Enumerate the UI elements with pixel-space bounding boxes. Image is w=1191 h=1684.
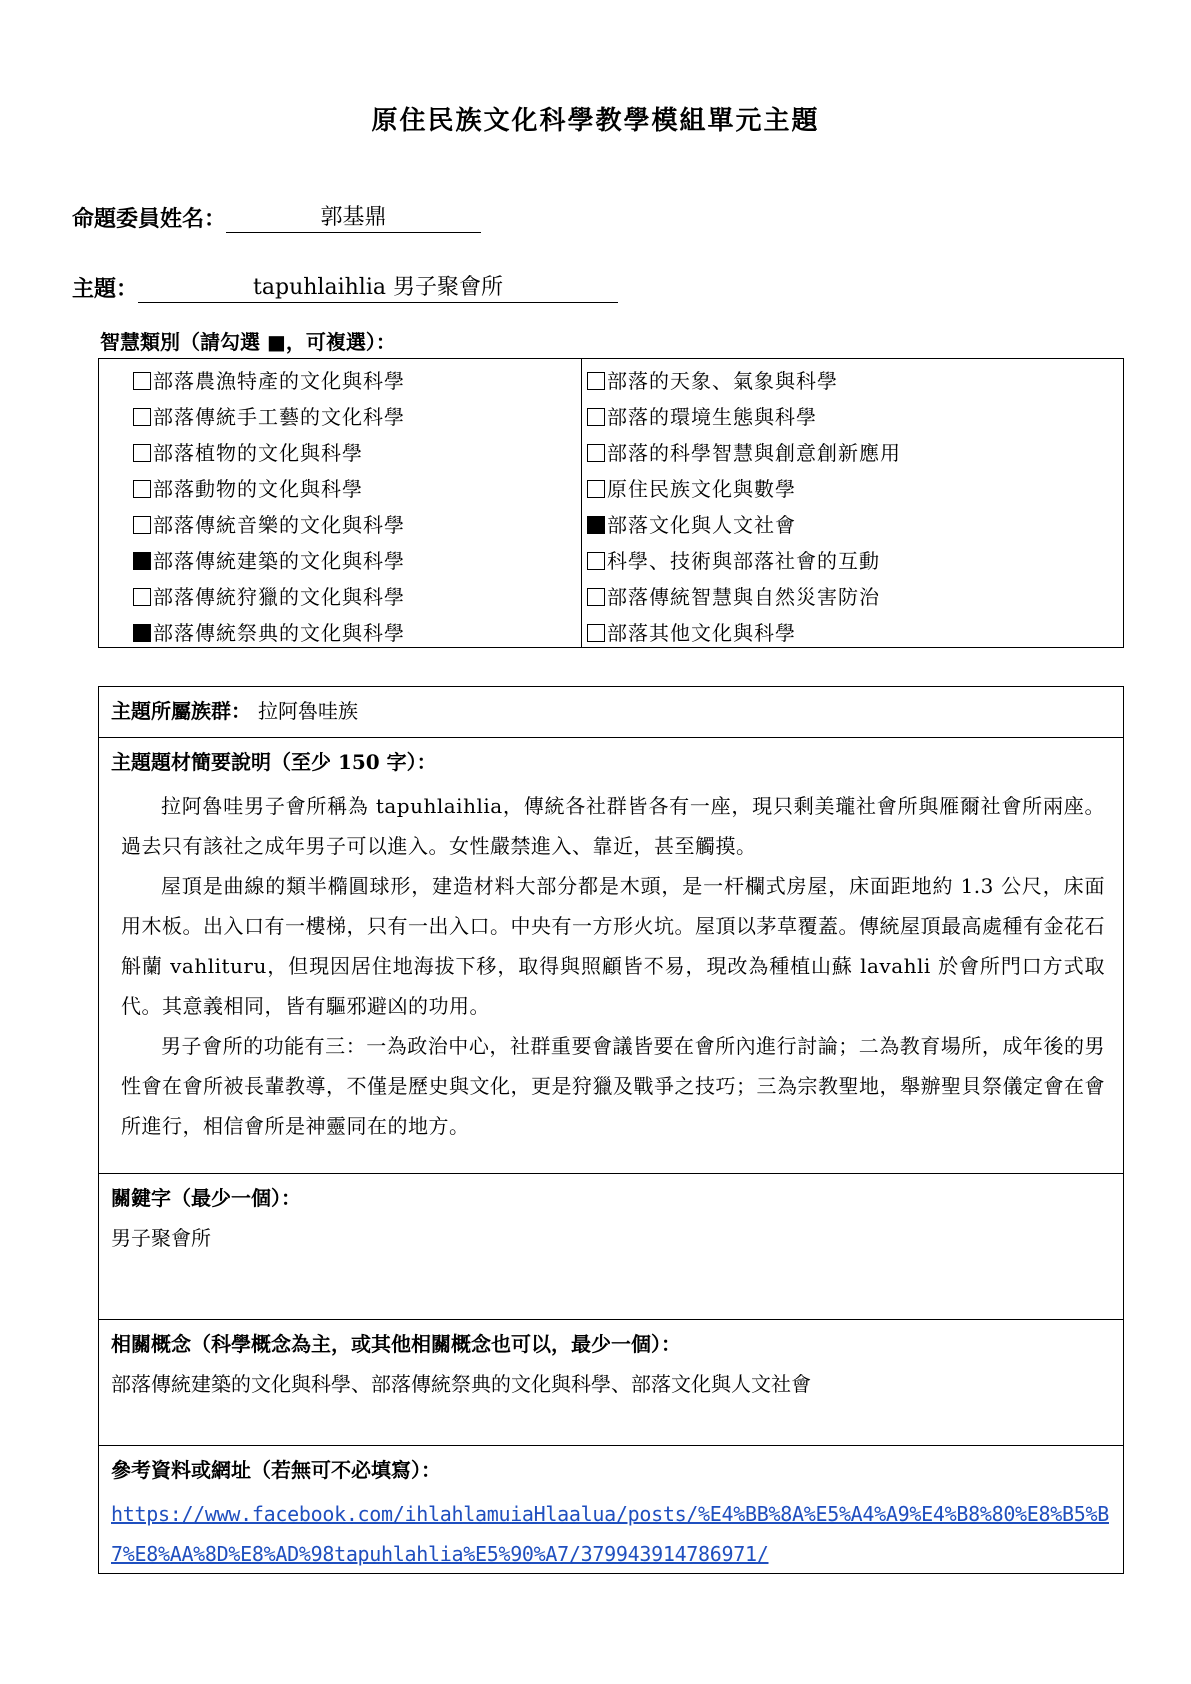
summary-row [99,737,1123,1173]
category-item[interactable] [587,471,901,507]
category-item[interactable] [587,543,901,579]
category-item[interactable] [133,579,405,615]
category-item[interactable] [587,507,901,543]
reference-link[interactable]: https://www.facebook.com/ihlahlamuiaHlaalua/posts/%E4%BB%8A%E5%A4%A9%E4%B8%80%E8%B5%B7%E8%AA%8D%E8%AD%98tapuhlahlia%E5%90%A7/379943914786971/ [111,1502,1109,1566]
summary-label: 主題題材簡要說明（至少 150 字）： [111,750,437,774]
checkbox-icon[interactable] [587,624,605,642]
category-column-right [587,363,901,651]
checkbox-icon[interactable] [133,480,151,498]
checkbox-icon[interactable] [133,444,151,462]
committee-label: 命題委員姓名： [72,206,227,232]
category-item[interactable] [133,399,405,435]
checked-box-icon[interactable] [587,516,605,534]
category-label: 部落傳統狩獵的文化與科學 [153,585,405,609]
category-label: 部落傳統祭典的文化與科學 [153,621,405,645]
category-item[interactable] [133,471,405,507]
checked-box-icon[interactable] [133,552,151,570]
checkbox-icon[interactable] [587,372,605,390]
checkbox-icon[interactable] [133,408,151,426]
concepts-value: 部落傳統建築的文化與科學、部落傳統祭典的文化與科學、部落文化與人文社會 [111,1372,811,1396]
keywords-row [99,1173,1123,1319]
category-label: 部落傳統建築的文化與科學 [153,549,405,573]
ethnic-group-value: 拉阿魯哇族 [257,699,358,723]
page-title: 原住民族文化科學教學模組單元主題 [371,106,820,136]
category-label: 部落農漁特產的文化與科學 [153,369,405,393]
category-label: 部落的科學智慧與創意創新應用 [607,441,901,465]
category-column-left [133,363,405,651]
concepts-row [99,1319,1123,1445]
category-item[interactable] [587,579,901,615]
category-item[interactable] [133,435,405,471]
category-label: 科學、技術與部落社會的互動 [607,549,880,573]
checkbox-icon[interactable] [587,408,605,426]
category-item[interactable] [133,615,405,651]
category-label: 部落其他文化與科學 [607,621,796,645]
checkbox-icon[interactable] [133,516,151,534]
summary-paragraph: 男子會所的功能有三：一為政治中心，社群重要會議皆要在會所內進行討論；二為教育場所，成年後的男性會在會所被長輩教導，不僅是歷史與文化，更是狩獵及戰爭之技巧；三為宗教聖地，舉辦聖貝祭儀定會在會所進行，相信會所是神靈同在的地方。 [121,1034,1105,1138]
committee-field [72,200,481,233]
ethnic-group-label: 主題所屬族群： [111,699,251,723]
category-item[interactable] [133,543,405,579]
wisdom-category-label: 智慧類別（請勾選 ■，可複選）： [100,330,396,354]
checkbox-icon[interactable] [587,480,605,498]
category-label: 部落的天象、氣象與科學 [607,369,838,393]
category-label: 部落傳統音樂的文化與科學 [153,513,405,537]
concepts-label: 相關概念（科學概念為主，或其他相關概念也可以，最少一個）： [111,1332,681,1356]
keywords-label: 關鍵字（最少一個）： [111,1186,301,1210]
category-item[interactable] [587,363,901,399]
summary-paragraph: 拉阿魯哇男子會所稱為 tapuhlaihlia，傳統各社群皆各有一座，現只剩美瓏社會所與雁爾社會所兩座。過去只有該社之成年男子可以進入。女性嚴禁進入、靠近，甚至觸摸。 [121,794,1105,858]
checkbox-icon[interactable] [133,588,151,606]
category-divider [581,359,582,647]
topic-value: tapuhlaihlia 男子聚會所 [138,270,618,303]
checkbox-icon[interactable] [133,372,151,390]
checked-box-icon[interactable] [133,624,151,642]
keywords-value: 男子聚會所 [111,1226,211,1250]
category-item[interactable] [133,507,405,543]
category-label: 部落的環境生態與科學 [607,405,817,429]
category-item[interactable] [587,435,901,471]
category-label: 原住民族文化與數學 [607,477,796,501]
checkbox-icon[interactable] [587,552,605,570]
checkbox-icon[interactable] [587,444,605,462]
category-item[interactable] [587,615,901,651]
checkbox-icon[interactable] [587,588,605,606]
category-label: 部落傳統智慧與自然災害防治 [607,585,880,609]
category-item[interactable] [587,399,901,435]
wisdom-category-table [98,358,1124,648]
category-label: 部落傳統手工藝的文化科學 [153,405,405,429]
references-label: 參考資料或網址（若無可不必填寫）： [111,1458,441,1482]
category-label: 部落植物的文化與科學 [153,441,363,465]
category-item[interactable] [133,363,405,399]
references-row [99,1445,1123,1573]
topic-field [72,270,618,303]
ethnic-group-row [99,687,1123,737]
category-label: 部落動物的文化與科學 [153,477,363,501]
topic-detail-table [98,686,1124,1574]
category-label: 部落文化與人文社會 [607,513,796,537]
summary-paragraph: 屋頂是曲線的類半橢圓球形，建造材料大部分都是木頭，是一杆欄式房屋，床面距地約 1.3 公尺，床面用木板。出入口有一樓梯，只有一出入口。中央有一方形火坑。屋頂以茅草覆蓋。傳統屋頂最高處種有金花石斛蘭 vahlituru，但現因居住地海拔下移，取得與照顧皆不易，現改為種植山蘇 lavahli 於會所門口方式取代。其意義相同，皆有驅邪避凶的功用。 [121,874,1105,1018]
topic-label: 主題： [72,276,139,302]
committee-name: 郭基鼎 [226,200,481,233]
